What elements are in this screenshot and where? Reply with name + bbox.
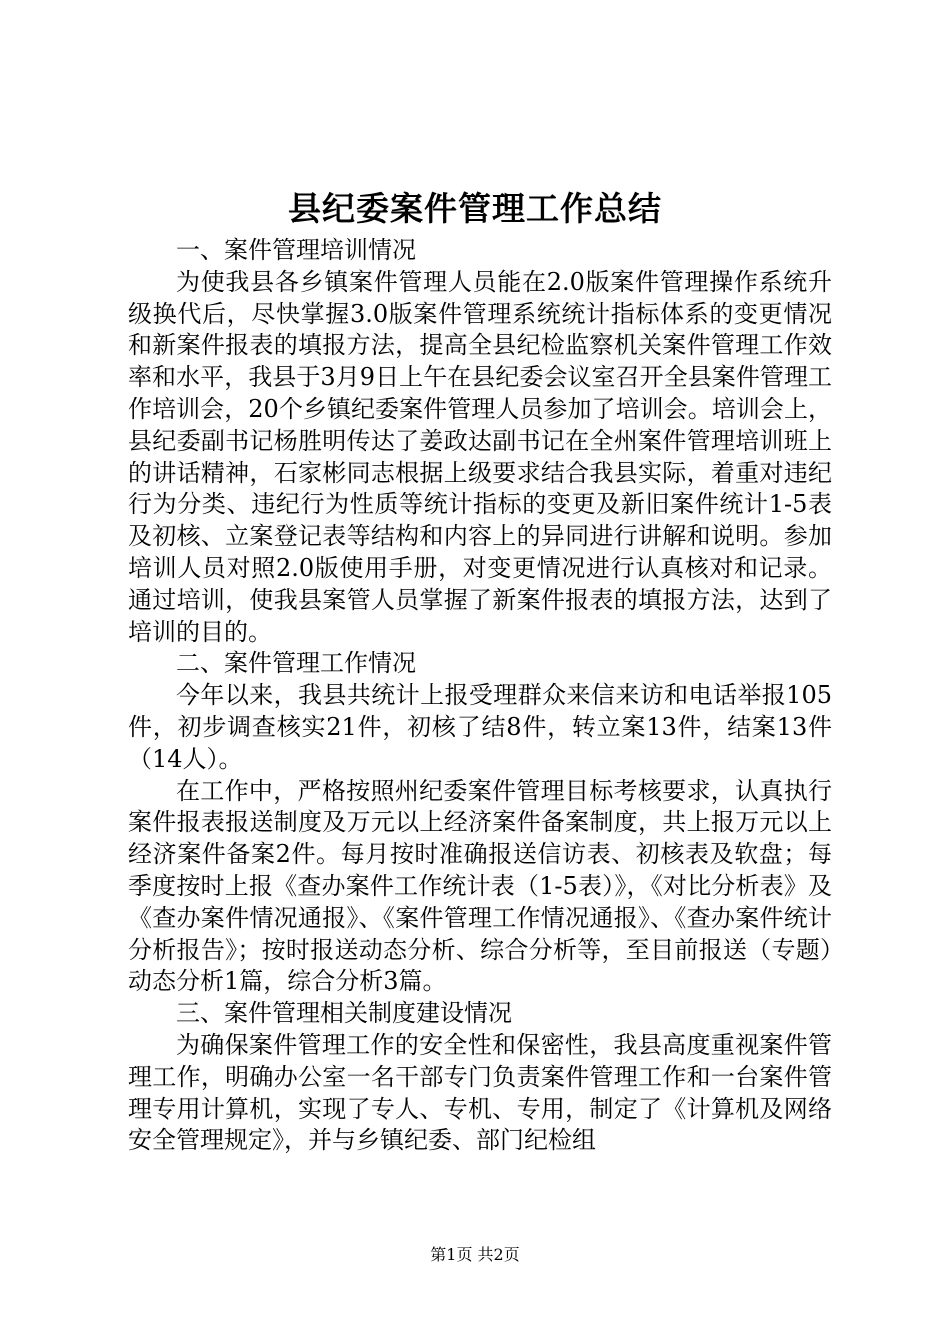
document-body — [128, 235, 832, 1157]
section-heading-1: 一、案件管理培训情况 — [176, 236, 416, 264]
page-footer: 第1页 共2页 — [430, 1245, 520, 1264]
section-heading-3: 三、案件管理相关制度建设情况 — [176, 999, 512, 1028]
document-title: 县纪委案件管理工作总结 — [288, 189, 662, 228]
paragraph-training: 为使我县各乡镇案件管理人员能在2.0版案件管理操作系统升级换代后，尽快掌握3.0版案件管理系统统计指标体系的变更情况和新案件报表的填报方法，提高全县纪检监察机关案件管理工作效率和水平，我县于3月9日上午在县纪委会议室召开全县案件管理工作培训会，20个乡镇纪委案件管理人员参加了培训会。培训会上，县纪委副书记杨胜明传达了姜政达副书记在全州案件管理培训班上的讲话精神，石家彬同志根据上级要求结合我县实际，着重对违纪行为分类、违纪行为性质等统计指标的变更及新旧案件统计1-5表及初核、立案登记表等结构和内容上的异同进行讲解和说明。参加培训人员对照2.0版使用手册，对变更情况进行认真核对和记录。通过培训，使我县案管人员掌握了新案件报表的填报方法，达到了培训的目的。 — [128, 267, 832, 646]
paragraph-statistics: 今年以来，我县共统计上报受理群众来信来访和电话举报105件，初步调查核实21件，初核了结8件，转立案13件，结案13件（14人）。 — [128, 681, 832, 773]
section-heading-2: 二、案件管理工作情况 — [176, 649, 416, 678]
paragraph-work: 在工作中，严格按照州纪委案件管理目标考核要求，认真执行案件报表报送制度及万元以上经济案件备案制度，共上报万元以上经济案件备案2件。每月按时准确报送信访表、初核表及软盘；每季度按时上报《查办案件工作统计表（1-5表）》，《对比分析表》及《查办案件情况通报》、《案件管理工作情况通报》、《查办案件统计分析报告》；按时报送动态分析、综合分析等，至目前报送（专题）动态分析1篇，综合分析3篇。 — [128, 776, 832, 996]
paragraph-system: 为确保案件管理工作的安全性和保密性，我县高度重视案件管理工作，明确办公室一名干部专门负责案件管理工作和一台案件管理专用计算机，实现了专人、专机、专用，制定了《计算机及网络安全管理规定》，并与乡镇纪委、部门纪检组 — [128, 1030, 832, 1155]
